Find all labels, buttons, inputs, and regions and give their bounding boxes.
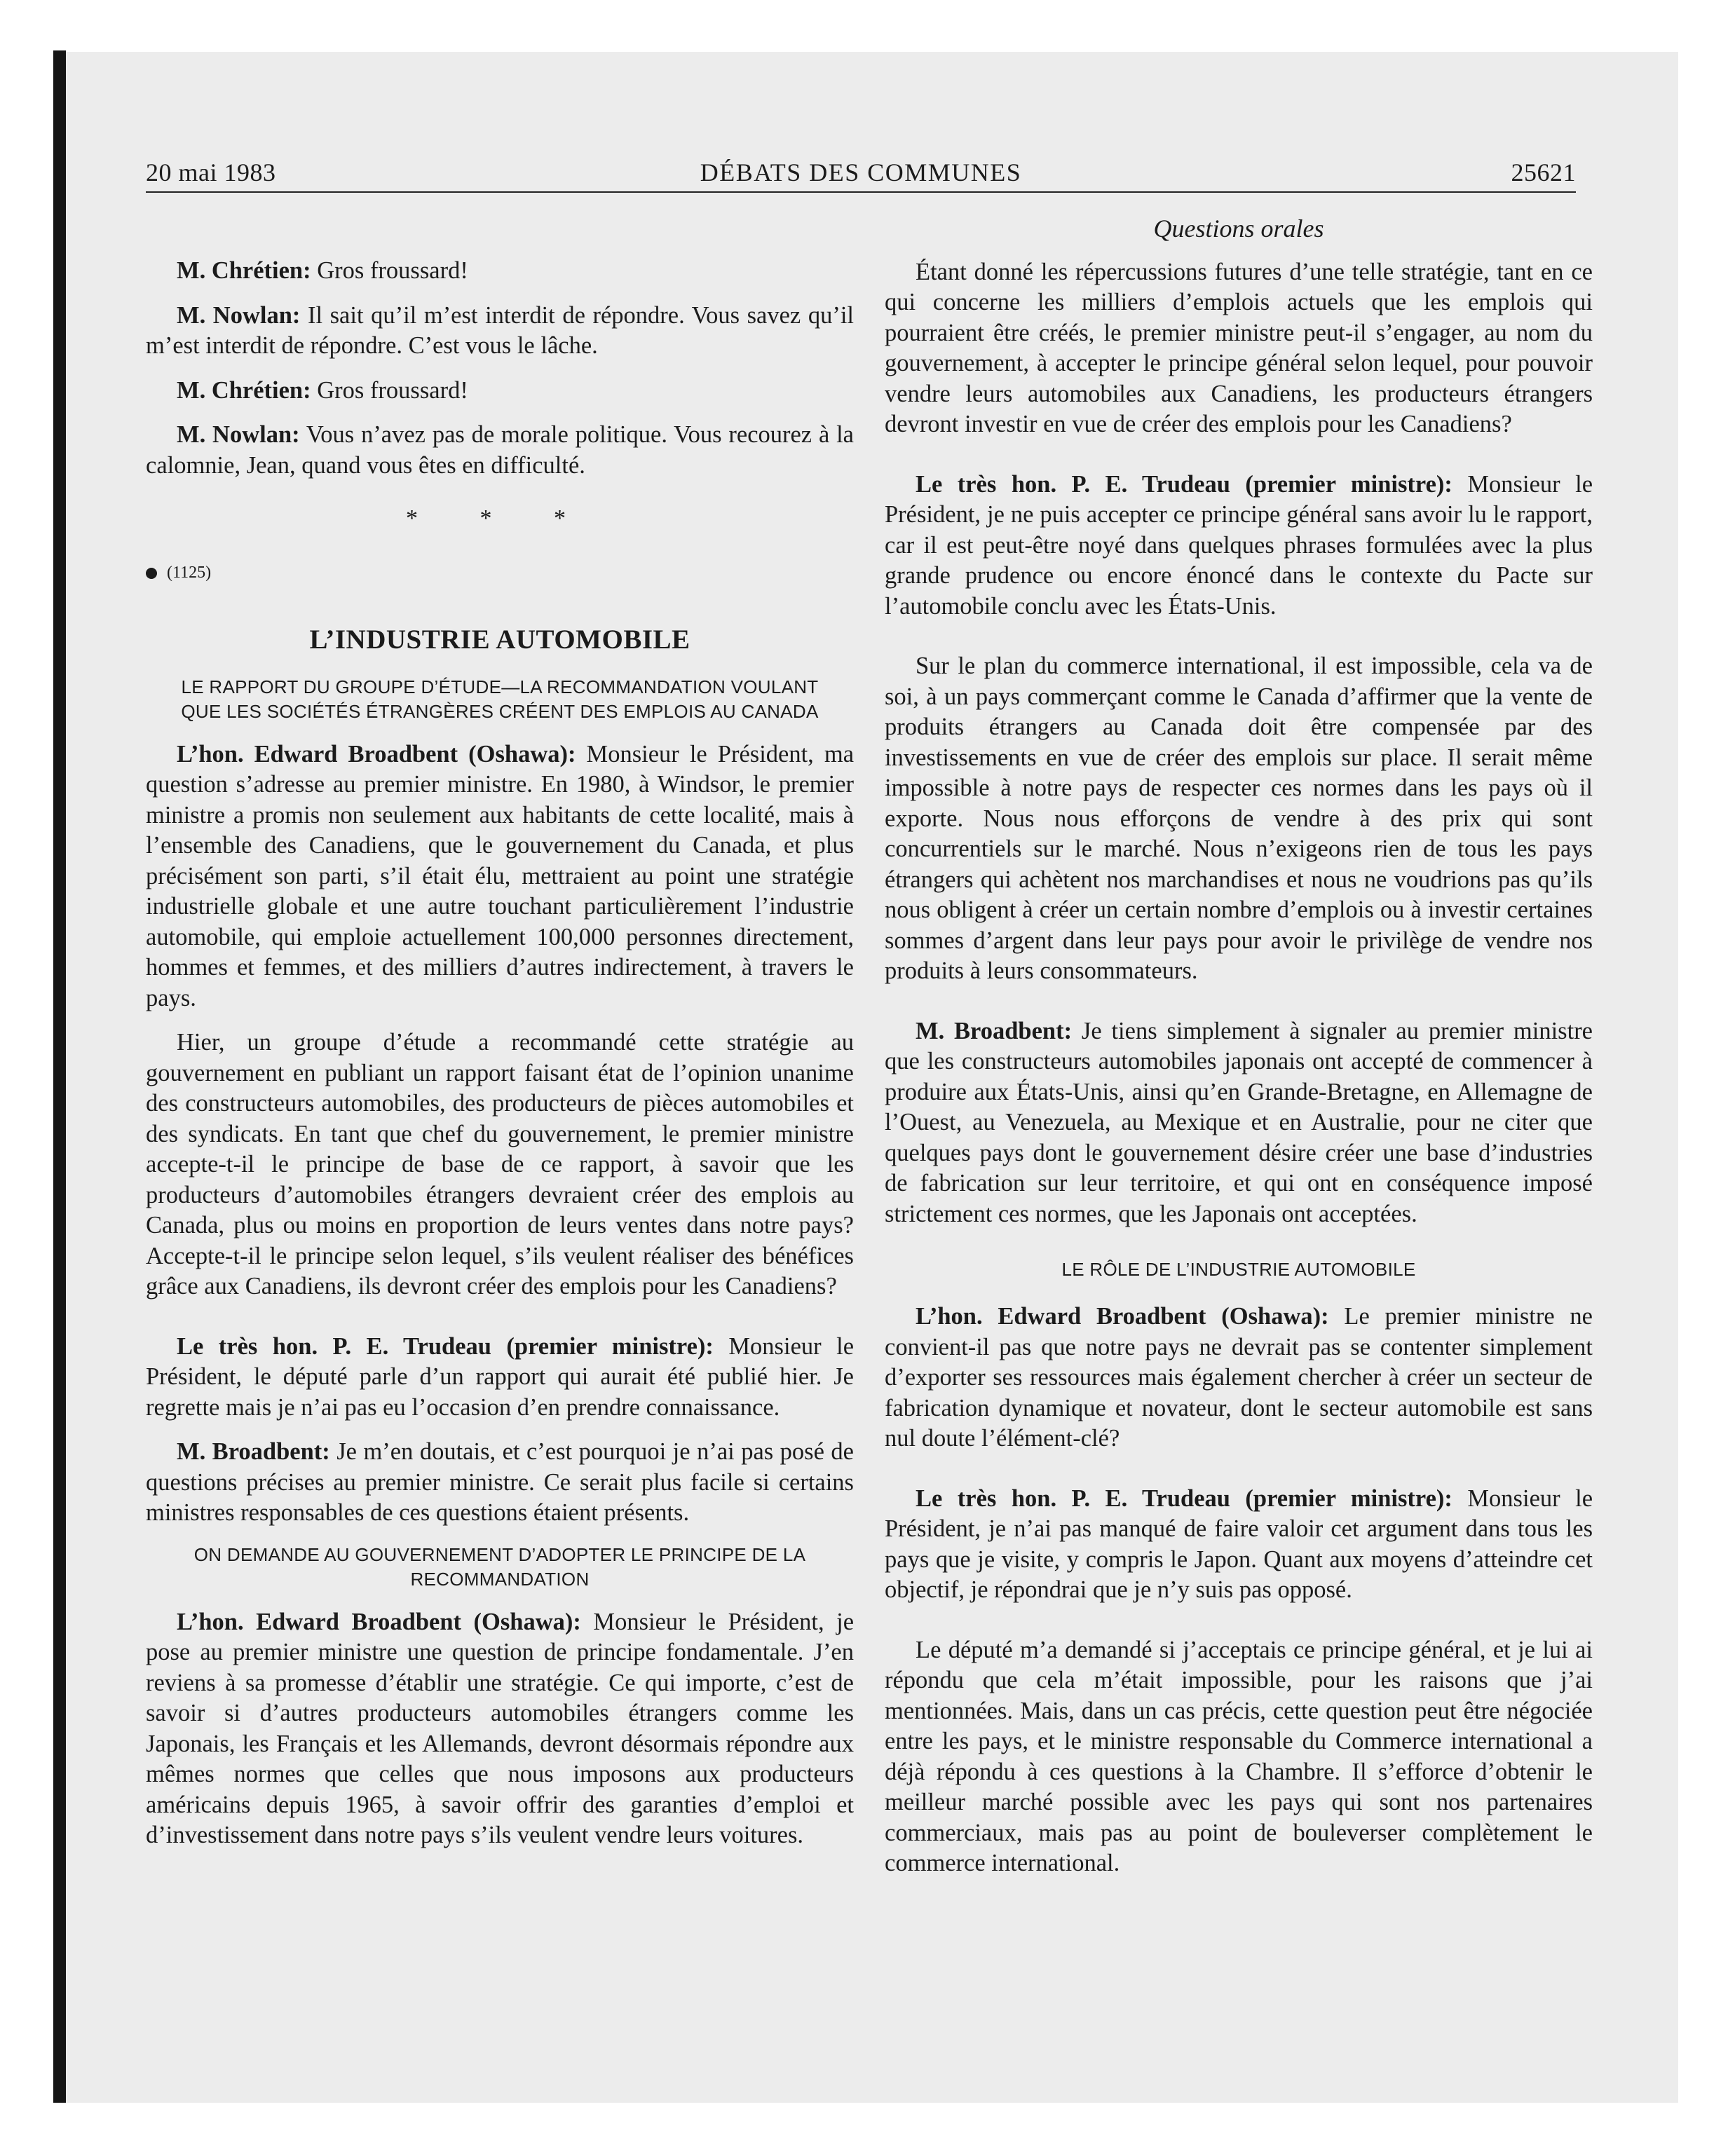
speech-text: Gros froussard! <box>311 376 468 404</box>
exchange-paragraph <box>146 301 854 362</box>
scan-margin-left <box>0 0 53 2156</box>
page-header <box>146 158 1576 191</box>
speech-paragraph: Étant donné les répercussions futures d’une telle stratégie, tant en ce qui concerne les milliers d’emplois actuels que les emplois qui pourraient être créés, le premier ministre peut-il s’engager, au nom du gouvernement, à accepter le principe général selon lequel, pour pouvoir vendre leurs automobiles aux Canadiens, les producteurs étrangers devront investir en vue de créer des emplois pour les Canadiens? <box>885 258 1593 437</box>
speaker-name: M. Chrétien: <box>177 257 311 284</box>
speech-paragraph: Le député m’a demandé si j’acceptais ce principe général, et je lui ai répondu que cela m’était impossible, pour les raisons que j’ai mentionnées. Mais, dans un cas précis, cette question peut être négociée entre les pays, et le ministre responsable du Commerce international a déjà répondu à ces questions à la Chambre. Il s’efforce d’obtenir le meilleur marché possible avec les pays qui sont nos partenaires commerciaux, mais pas au point de bouleverser complètement le commerce international. <box>885 1636 1593 1876</box>
speaker-name: M. Nowlan: <box>177 301 301 329</box>
time-marker-label: (1125) <box>167 563 212 582</box>
speech-paragraph <box>885 470 1593 622</box>
section-separator: * * * <box>406 505 594 531</box>
section-label: Questions orales <box>1153 214 1324 243</box>
exchange-paragraph <box>146 376 854 407</box>
subheading: ON DEMANDE AU GOUVERNEMENT D’ADOPTER LE PRINCIPE DE LA RECOMMANDATION <box>193 1543 806 1590</box>
subheading: LE RAPPORT DU GROUPE D’ÉTUDE—LA RECOMMANDATION VOULANT QUE LES SOCIÉTÉS ÉTRANGÈRES CRÉENT DES EMPLOIS AU CANADA <box>181 676 819 722</box>
speech-text: Le premier ministre ne convient-il pas que notre pays ne devrait pas se contenter simplement d’exporter ses ressources mais également chercher à créer un secteur de fabrication dynamique et novateur, dont le secteur automobile est sans nul doute l’élément-clé? <box>885 1303 1593 1452</box>
exchange-paragraph <box>146 420 854 481</box>
header-date: 20 mai 1983 <box>146 158 276 186</box>
speech-paragraph <box>146 1437 854 1529</box>
exchange-paragraph <box>146 256 854 287</box>
speech-text: Il sait qu’il m’est interdit de répondre. Vous savez qu’il m’est interdit de répondre. C’est vous le lâche. <box>146 301 854 359</box>
speaker-name: Le très hon. P. E. Trudeau (premier ministre): <box>916 470 1452 498</box>
speech-text: Monsieur le Président, je n’ai pas manqué de faire valoir cet argument dans tous les pays que je visite, y compris le Japon. Quant aux moyens d’atteindre cet objectif, je répondrai que je n’y suis pas opposé. <box>885 1485 1593 1603</box>
section-title: L’INDUSTRIE AUTOMOBILE <box>309 625 690 655</box>
speaker-name: L’hon. Edward Broadbent (Oshawa): <box>916 1303 1329 1330</box>
speech-text: Monsieur le Président, je pose au premier ministre une question de principe fondamentale. J’en reviens à sa promesse d’établir une stratégie. Ce qui importe, c’est de savoir si d’autres producteurs automobiles étrangers comme les Japonais, les Français et les Allemands, devront désormais répondre aux mêmes normes que celles que nous imposons aux producteurs américains depuis 1965, à savoir offrir des garanties d’emploi et d’investissement dans notre pays s’ils veulent vendre leurs voitures. <box>146 1608 855 1848</box>
time-marker <box>146 558 854 589</box>
scan-margin-bottom <box>53 2103 1735 2156</box>
speaker-name: L’hon. Edward Broadbent (Oshawa): <box>177 1608 581 1635</box>
speaker-name: L’hon. Edward Broadbent (Oshawa): <box>177 740 576 767</box>
speech-text: Gros froussard! <box>311 257 468 284</box>
speaker-name: M. Chrétien: <box>177 376 311 404</box>
bullet-icon <box>146 568 157 579</box>
header-page-number: 25621 <box>1511 158 1576 186</box>
speaker-name: M. Broadbent: <box>177 1438 330 1465</box>
right-column <box>885 214 1593 1893</box>
speaker-name: M. Nowlan: <box>177 421 300 448</box>
header-rule <box>146 191 1576 193</box>
subheading: LE RÔLE DE L’INDUSTRIE AUTOMOBILE <box>1061 1259 1416 1280</box>
speech-paragraph <box>146 739 854 1014</box>
speaker-name: M. Broadbent: <box>916 1017 1073 1044</box>
header-publication: DÉBATS DES COMMUNES <box>700 158 1022 186</box>
speech-paragraph <box>146 1332 854 1424</box>
speech-paragraph: Hier, un groupe d’étude a recommandé cette stratégie au gouvernement en publiant un rapport faisant état de l’opinion unanime des constructeurs automobiles, des producteurs de pièces automobiles et des syndicats. En tant que chef du gouvernement, le premier ministre accepte-t-il le principe de base de ce rapport, à savoir que les producteurs d’automobiles étrangers devraient créer des emplois au Canada, plus ou moins en proportion de leurs ventes dans notre pays? Accepte-t-il le principe selon lequel, s’ils veulent réaliser des bénéfices grâce aux Canadiens, ils devront créer des emplois pour les Canadiens? <box>146 1029 854 1299</box>
speech-paragraph: Sur le plan du commerce international, il est impossible, cela va de soi, à un pays commerçant comme le Canada d’affirmer que la vente de produits étrangers au Canada doit être compensée par des investissements en vue de créer des emplois sur place. Il serait même impossible à notre pays de respecter ces normes dans les pays où il exporte. Nous nous efforçons de vendre à des prix qui sont concurrentiels sur le marché. Nous n’exigeons rien de tous les pays étrangers qui achètent nos marchandises et nous ne voudrions pas qu’ils nous obligent à créer un certain nombre d’emplois ou à investir certaines sommes d’argent dans leur pays pour avoir le privilège de vendre nos produits à leurs consommateurs. <box>885 653 1593 984</box>
speech-text: Je tiens simplement à signaler au premier ministre que les constructeurs automobiles japonais ont accepté de commencer à produire aux États-Unis, ainsi qu’en Grande-Bretagne, en Allemagne de l’Ouest, au Venezuela, au Mexique et en Australie, pour ne citer que quelques pays dont le gouvernement désire créer une base d’industries de fabrication sur leur territoire, et qui ont en conséquence imposé strictement ces normes, que les Japonais ont acceptées. <box>885 1017 1593 1227</box>
speech-text: Vous n’avez pas de morale politique. Vous recourez à la calomnie, Jean, quand vous êtes en difficulté. <box>146 421 854 479</box>
speech-paragraph <box>885 1016 1593 1230</box>
scan-margin-top <box>53 0 1735 52</box>
speaker-name: Le très hon. P. E. Trudeau (premier ministre): <box>916 1485 1452 1512</box>
speaker-name: Le très hon. P. E. Trudeau (premier ministre): <box>177 1332 714 1360</box>
speech-paragraph <box>885 1302 1593 1454</box>
speech-text: Je m’en doutais, et c’est pourquoi je n’ai pas posé de questions précises au premier ministre. Ce serait plus facile si certains ministres responsables de ces questions étaient présents. <box>146 1438 854 1526</box>
speech-paragraph <box>146 1607 854 1851</box>
speech-text: Monsieur le Président, le député parle d’un rapport qui aurait été publié hier. Je regrette mais je n’ai pas eu l’occasion d’en prendre connaissance. <box>146 1332 855 1421</box>
speech-text: Monsieur le Président, je ne puis accepter ce principe général sans avoir lu le rapport, car il est peut-être noyé dans quelques phrases formulées avec la plus grande prudence ou encore énoncé dans le contexte du Pacte sur l’automobile conclu avec les États-Unis. <box>885 470 1593 620</box>
left-column <box>146 256 854 1865</box>
speech-text: Monsieur le Président, ma question s’adresse au premier ministre. En 1980, à Windsor, le premier ministre a promis non seulement aux habitants de cette localité, mais à l’ensemble des Canadiens, que le gouvernement du Canada, et plus précisément son parti, s’il était élu, mettraient au point une stratégie industrielle globale et une autre touchant particulièrement l’industrie automobile, qui emploie actuellement 100,000 personnes directement, hommes et femmes, et des milliers d’autres indirectement, à travers le pays. <box>146 740 855 1011</box>
speech-paragraph <box>885 1484 1593 1606</box>
